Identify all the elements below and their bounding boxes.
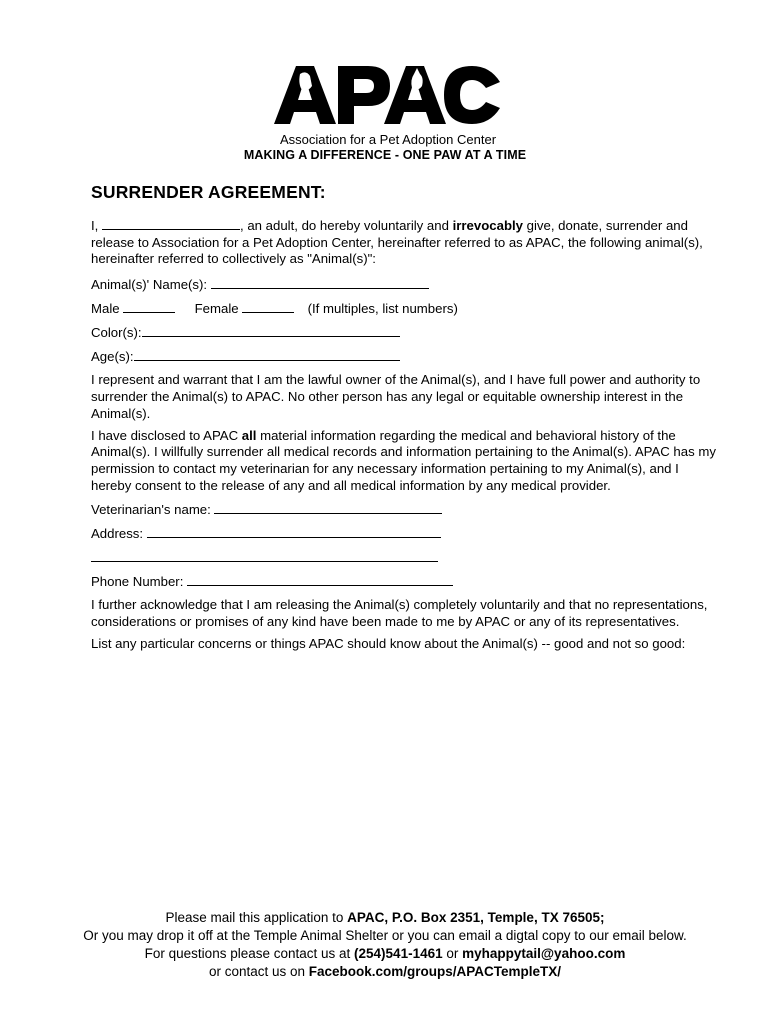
intro-paragraph <box>91 217 716 268</box>
address-blank-2[interactable] <box>91 549 438 562</box>
female-blank[interactable] <box>242 300 294 313</box>
acknowledgement-paragraph: I further acknowledge that I am releasing the Animal(s) completely voluntarily and that no representations, considerations or promises of any kind have been made to me by APAC or any of its representatives. <box>91 596 708 629</box>
age-blank[interactable] <box>134 348 400 361</box>
address-field <box>91 525 716 549</box>
footer-line-2: Or you may drop it off at the Temple Animal Shelter or you can email a digtal copy to our email below. <box>83 928 687 943</box>
vet-name-field <box>91 501 716 525</box>
multiples-note: (If multiples, list numbers) <box>307 301 458 317</box>
footer-line-1 <box>0 909 770 927</box>
owner-name-blank[interactable] <box>102 217 240 230</box>
sex-field <box>91 300 716 324</box>
color-label: Color(s): <box>91 325 142 341</box>
address-line-2 <box>91 549 716 573</box>
concerns-prompt: List any particular concerns or things APAC should know about the Animal(s) -- good and not so good: <box>91 636 686 652</box>
footer-mail-text: Please mail this application to <box>165 910 348 925</box>
color-blank[interactable] <box>142 324 400 337</box>
male-blank[interactable] <box>123 300 175 313</box>
intro-mid: , an adult, do hereby voluntarily and <box>240 217 449 233</box>
intro-start: I, <box>91 217 99 233</box>
footer-contact-text: or contact us on <box>208 964 309 979</box>
disclosure-end: material information regarding the medical and behavioral history of the Animal(s). I willfully surrender all medical records and information pertaining to the Animal(s). APAC has my permission to contact my veterinarian for any necessary information pertaining to my Animal(s), and I hereby consent to the release of any and all medical information by any medical provider. <box>91 427 716 493</box>
vet-name-blank[interactable] <box>214 501 442 514</box>
apac-logo <box>272 62 504 148</box>
intro-end: give, donate, surrender and release to Association for a Pet Adoption Center, hereinafter referred to as APAC, the following animal(s), hereinafter referred to collectively as "Animal(s)": <box>91 217 703 267</box>
male-label: Male <box>91 301 120 317</box>
disclosure-start: I have disclosed to APAC <box>91 427 242 443</box>
footer-mail-address: APAC, P.O. Box 2351, Temple, TX 76505; <box>347 910 605 925</box>
contact-footer <box>0 909 770 981</box>
phone-blank[interactable] <box>187 573 453 586</box>
vet-name-label: Veterinarian's name: <box>91 501 211 517</box>
female-label: Female <box>194 301 239 317</box>
tagline: MAKING A DIFFERENCE - ONE PAW AT A TIME <box>243 148 527 162</box>
footer-questions-text: For questions please contact us at <box>144 946 355 961</box>
color-field <box>91 324 716 348</box>
footer-or: or <box>442 946 463 961</box>
animal-names-blank[interactable] <box>211 276 429 289</box>
footer-phone: (254)541-1461 <box>354 946 443 961</box>
agreement-body <box>91 180 716 658</box>
footer-line-4 <box>0 963 770 981</box>
animal-names-label: Animal(s)' Name(s): <box>91 277 208 293</box>
phone-field <box>91 573 716 597</box>
disclosure-bold: all <box>241 427 257 443</box>
disclosure-paragraph <box>91 428 716 495</box>
footer-facebook-link[interactable]: Facebook.com/groups/APACTempleTX/ <box>308 964 562 979</box>
page-title: SURRENDER AGREEMENT: <box>91 182 326 202</box>
address-blank-1[interactable] <box>147 525 441 538</box>
owner-warranty-paragraph: I represent and warrant that I am the lawful owner of the Animal(s), and I have full power and authority to surrender the Animal(s) to APAC. No other person has any legal or equitable ownership interest in the Animal(s). <box>91 372 701 421</box>
footer-line-3 <box>0 945 770 963</box>
svg-text:Association for a Pet Adoption: Association for a Pet Adoption Center <box>279 132 497 147</box>
intro-bold: irrevocably <box>452 217 523 233</box>
phone-label: Phone Number: <box>91 573 184 589</box>
address-label: Address: <box>91 525 144 541</box>
age-field <box>91 348 716 372</box>
age-label: Age(s): <box>91 349 134 365</box>
footer-email-link[interactable]: myhappytail@yahoo.com <box>462 946 626 961</box>
animal-names-field <box>91 276 716 300</box>
